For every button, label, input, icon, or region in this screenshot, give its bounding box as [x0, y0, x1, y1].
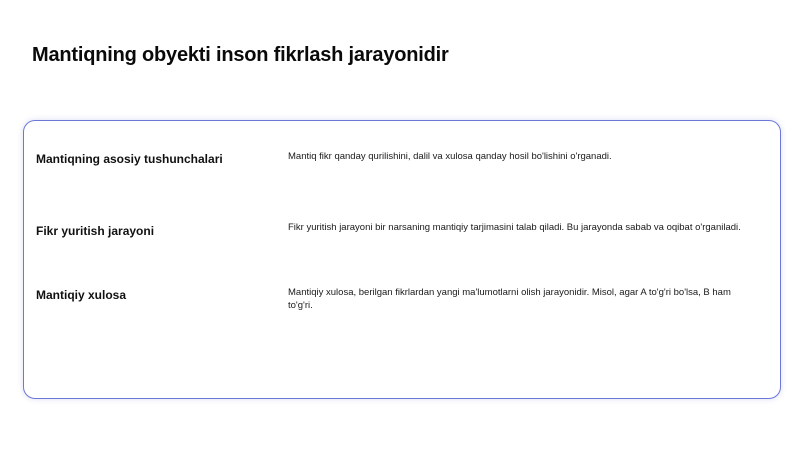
row-description: Fikr yuritish jarayoni bir narsaning mantiqiy tarjimasini talab qiladi. Bu jarayonda sabab va oqibat o'rganiladi.	[288, 222, 741, 233]
row-description: Mantiq fikr qanday qurilishini, dalil va xulosa qanday hosil bo'lishini o'rganadi.	[288, 151, 612, 162]
row-term: Mantiqning asosiy tushunchalari	[36, 152, 223, 166]
row-term: Fikr yuritish jarayoni	[36, 224, 155, 238]
slide-title: Mantiqning obyekti inson fikrlash jarayonidir	[32, 44, 449, 66]
content-card	[23, 120, 781, 399]
row-description: Mantiqiy xulosa, berilgan fikrlardan yangi ma'lumotlarni olish jarayonidir. Misol, agar A to'g'ri bo'lsa, B ham to'g'ri.	[288, 287, 731, 311]
row-term: Mantiqiy xulosa	[36, 288, 127, 302]
